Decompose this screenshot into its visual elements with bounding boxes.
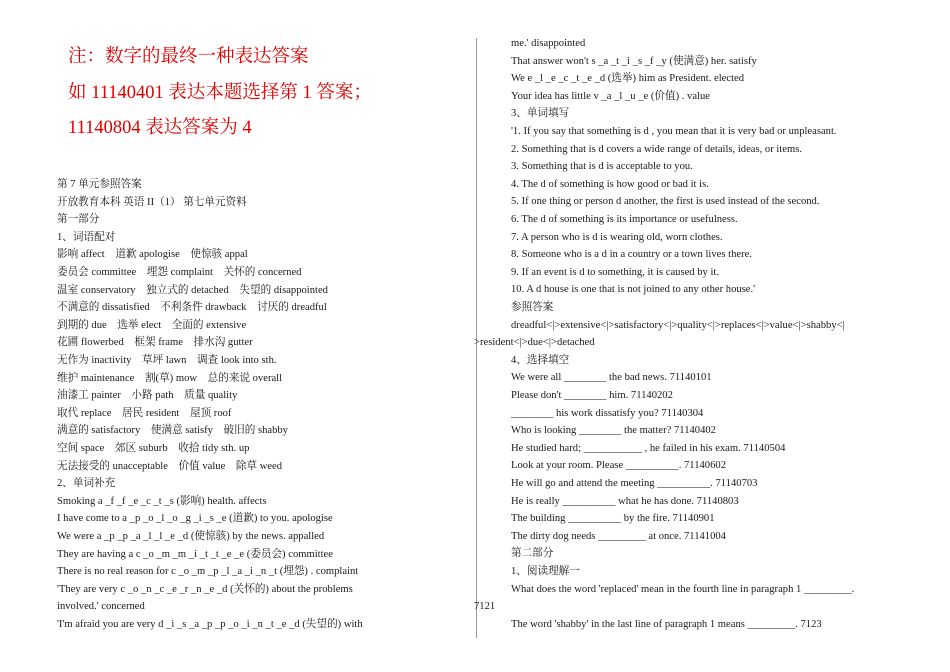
right-line: 4. The d of something is how good or bad it is. <box>511 178 709 190</box>
left-line: 1、词语配对 <box>57 231 116 243</box>
right-line: He studied hard; ___________ , he failed in his exam. 71140504 <box>511 442 786 454</box>
left-line: 第一部分 <box>57 214 100 226</box>
right-line: The dirty dog needs _________ at once. 71141004 <box>511 530 726 542</box>
right-line: Look at your room. Please __________. 71140602 <box>511 460 726 472</box>
left-line: I have come to a _p _o _l _o _g _i _s _e (道歉) to you. apologise <box>57 513 333 525</box>
note-line-1: 注：数字的最终一种表达答案 <box>68 47 309 67</box>
left-line: 'They are very c _o _n _c _e _r _n _e _d (关怀的) about the problems <box>57 583 353 595</box>
note-line-3: 11140804 表达答案为 4 <box>68 118 252 138</box>
right-line: 7. A person who is d is wearing old, worn clothes. <box>511 231 723 243</box>
left-line: 到期的 due 选举 elect 全面的 extensive <box>57 319 247 331</box>
right-line: He will go and attend the meeting __________. 71140703 <box>511 478 758 489</box>
right-line: 5. If one thing or person d another, the first is used instead of the second. <box>511 196 820 208</box>
note-line-2: 如 11140401 表达本题选择第 1 答案； <box>68 83 372 103</box>
left-line: 'I'm afraid you are very d _i _s _a _p _p _o _i _n _t _e _d (失望的) with <box>57 619 363 630</box>
left-line: Smoking a _f _f _e _c _t _s (影响) health. affects <box>57 495 267 507</box>
left-line: 花圃 flowerbed 框架 frame 排水沟 gutter <box>57 337 253 349</box>
left-line: 满意的 satisfactory 使满意 satisfy 破旧的 shabby <box>57 425 288 437</box>
right-line: We were all ________ the bad news. 71140101 <box>511 372 712 384</box>
right-line: '1. If you say that something is d , you mean that it is very bad or unpleasant. <box>511 126 837 137</box>
right-line: 10. A d house is one that is not joined to any other house.' <box>511 284 756 296</box>
right-line: 1、阅读理解一 <box>511 566 580 577</box>
left-line: There is no real reason for c _o _m _p _l _a _i _n _t (埋怨) . complaint <box>57 566 359 578</box>
left-line: 影响 affect 道歉 apologise 使惊骇 appal <box>57 249 248 261</box>
left-line: 取代 replace 居民 resident 屋顶 roof <box>57 407 232 419</box>
left-line: 不满意的 dissatisfied 不利条件 drawback 讨厌的 dreadful <box>57 302 327 314</box>
left-line: They are having a c _o _m _m _i _t _t _e _e (委员会) committee <box>57 548 333 560</box>
right-line: That answer won't s _a _t _i _s _f _y (使满意) her. satisfy <box>511 55 757 67</box>
right-line: dreadful<|>extensive<|>satisfactory<|>quality<|>replaces<|>value<|>shabby<| <box>511 319 845 331</box>
left-line: 2、单词补充 <box>57 478 116 490</box>
right-line: We e _l _e _c _t _e _d (选举) him as President. elected <box>511 73 745 85</box>
left-line: 温室 conservatory 独立式的 detached 失望的 disappointed <box>57 284 328 296</box>
left-line: 无法接受的 unacceptable 价值 value 除草 weed <box>57 460 283 472</box>
right-line: >resident<|>due<|>detached <box>474 337 595 349</box>
right-line: He is really __________ what he has done. 71140803 <box>511 495 739 507</box>
right-line: Please don't ________ him. 71140202 <box>511 390 673 401</box>
left-line: 空间 space 郊区 suburb 收拾 tidy sth. up <box>57 443 250 454</box>
right-line: Who is looking ________ the matter? 71140402 <box>511 425 716 437</box>
right-line: 3. Something that is d is acceptable to you. <box>511 161 693 173</box>
right-line: The building __________ by the fire. 71140901 <box>511 513 715 525</box>
right-line: 第二部分 <box>511 548 554 560</box>
right-line: ________ his work dissatisfy you? 71140304 <box>511 407 704 419</box>
left-line: 无作为 inactivity 草坪 lawn 调查 look into sth. <box>57 355 277 366</box>
left-line: 第 7 单元参照答案 <box>57 179 142 190</box>
right-line: me.' disappointed <box>511 38 586 49</box>
right-line: 4、选择填空 <box>511 354 570 366</box>
left-line: We were a _p _p _a _l _l _e _d (使惊骇) by the news. appalled <box>57 531 325 542</box>
left-line: 委员会 committee 埋怨 complaint 关怀的 concerned <box>57 267 302 278</box>
left-line: involved.' concerned <box>57 601 145 613</box>
right-line: What does the word 'replaced' mean in the fourth line in paragraph 1 _________. <box>511 583 855 595</box>
right-line: 6. The d of something is its importance or usefulness. <box>511 214 738 225</box>
right-line: 3、单词填写 <box>511 108 570 120</box>
left-line: 开放教育本科 英语 II（1） 第七单元资料 <box>57 196 247 208</box>
right-line: The word 'shabby' in the last line of paragraph 1 means _________. 7123 <box>511 618 822 630</box>
right-line: 9. If an event is d to something, it is caused by it. <box>511 266 720 278</box>
right-line: 2. Something that is d covers a wide range of details, ideas, or items. <box>511 143 802 155</box>
right-line: 8. Someone who is a d in a country or a town lives there. <box>511 249 752 261</box>
right-line: Your idea has little v _a _l _u _e (价值) . value <box>511 90 710 102</box>
right-line: 参照答案 <box>511 302 554 313</box>
right-line: 7121 <box>474 601 496 613</box>
left-line: 油漆工 painter 小路 path 质量 quality <box>57 390 238 402</box>
left-line: 维护 maintenance 割(草) mow 总的来说 overall <box>57 372 283 384</box>
